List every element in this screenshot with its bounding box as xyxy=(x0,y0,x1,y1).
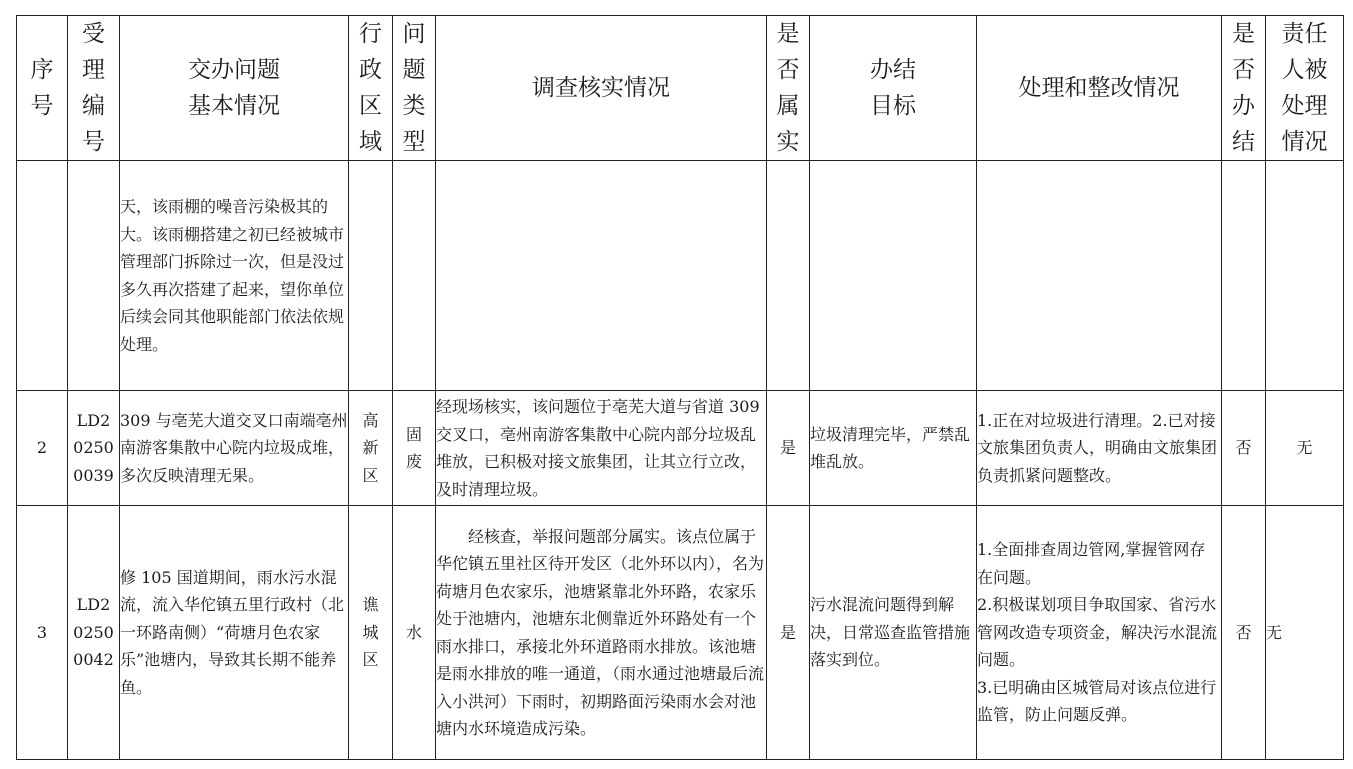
row1-issue: 天，该雨棚的噪音污染极其的大。该雨棚搭建之初已经被城市管理部门拆除过一次，但是没过多久再次搭建了起来，望你单位后续会同其他职能部门依法依规处理。 xyxy=(120,161,349,391)
row2-accept-no: LD202500039 xyxy=(68,391,120,506)
row2-handling: 1.正在对垃圾进行清理。2.已对接文旅集团负责人，明确由文旅集团负责抓紧问题整改。 xyxy=(977,391,1222,506)
row1-type xyxy=(393,161,436,391)
header-type: 问题类型 xyxy=(393,16,436,161)
header-goal xyxy=(810,16,977,161)
row3-type: 水 xyxy=(393,506,436,760)
row2-survey: 经现场核实，该问题位于亳芜大道与省道 309 交叉口，亳州南游客集散中心院内部分垃圾乱堆放，已积极对接文旅集团，让其立行立改，及时清理垃圾。 xyxy=(436,391,767,506)
row3-seq: 3 xyxy=(17,506,68,760)
header-handling: 处理和整改情况 xyxy=(977,16,1222,161)
row3-closed: 否 xyxy=(1222,506,1266,760)
complaint-table xyxy=(16,15,1344,760)
header-closed: 是否办结 xyxy=(1222,16,1266,161)
table-row xyxy=(17,161,1344,391)
row3-region: 谯城区 xyxy=(349,506,393,760)
header-issue-line1: 交办问题 xyxy=(188,57,280,83)
row1-closed xyxy=(1222,161,1266,391)
row1-region xyxy=(349,161,393,391)
row3-goal: 污水混流问题得到解决，日常巡查监管措施落实到位。 xyxy=(810,506,977,760)
row2-duty: 无 xyxy=(1266,391,1344,506)
row3-accept-no: LD202500042 xyxy=(68,506,120,760)
row3-survey: 经核查，举报问题部分属实。该点位属于华佗镇五里社区待开发区（北外环以内），名为荷塘月色农家乐，池塘紧靠北外环路，农家乐处于池塘内，池塘东北侧靠近外环路处有一个雨水排口，承接北外环道路雨水排放。该池塘是雨水排放的唯一通道，（雨水通过池塘最后流入小洪河）下雨时，初期路面污染雨水会对池塘内水环境造成污染。 xyxy=(436,506,767,760)
row2-closed: 否 xyxy=(1222,391,1266,506)
header-row xyxy=(17,16,1344,161)
header-seq: 序号 xyxy=(17,16,68,161)
table-row xyxy=(17,506,1344,760)
header-goal-line1: 办结 xyxy=(870,57,916,83)
header-issue-line2: 基本情况 xyxy=(188,93,280,119)
header-goal-line2: 目标 xyxy=(870,93,916,119)
row3-is-true: 是 xyxy=(767,506,810,760)
table-row xyxy=(17,391,1344,506)
row1-seq xyxy=(17,161,68,391)
row3-handling-item-1: 1.全面排查周边管网,掌握管网存在问题。 xyxy=(977,540,1206,587)
header-issue xyxy=(120,16,349,161)
row3-handling-item-2: 2.积极谋划项目争取国家、省污水管网改造专项资金，解决污水混流问题。 xyxy=(977,595,1218,670)
row2-is-true: 是 xyxy=(767,391,810,506)
row1-goal xyxy=(810,161,977,391)
header-accept-no: 受理编号 xyxy=(68,16,120,161)
row1-accept-no xyxy=(68,161,120,391)
header-duty: 责任人被处理情况 xyxy=(1266,16,1344,161)
header-region: 行政区域 xyxy=(349,16,393,161)
row2-goal: 垃圾清理完毕，严禁乱堆乱放。 xyxy=(810,391,977,506)
row1-duty xyxy=(1266,161,1344,391)
row2-type: 固废 xyxy=(393,391,436,506)
header-survey: 调查核实情况 xyxy=(436,16,767,161)
row2-seq: 2 xyxy=(17,391,68,506)
row3-handling xyxy=(977,506,1222,760)
row1-survey xyxy=(436,161,767,391)
row2-region: 高新区 xyxy=(349,391,393,506)
row3-duty: 无 xyxy=(1266,506,1344,760)
row3-handling-item-3: 3.已明确由区城管局对该点位进行监管，防止问题反弹。 xyxy=(977,677,1217,725)
row1-handling xyxy=(977,161,1222,391)
row2-issue: 309 与亳芜大道交叉口南端亳州南游客集散中心院内垃圾成堆，多次反映清理无果。 xyxy=(120,391,349,506)
row3-issue: 修 105 国道期间，雨水污水混流，流入华佗镇五里行政村（北一环路南侧）“荷塘月色农家乐”池塘内，导致其长期不能养鱼。 xyxy=(120,506,349,760)
header-is-true: 是否属实 xyxy=(767,16,810,161)
row1-is-true xyxy=(767,161,810,391)
